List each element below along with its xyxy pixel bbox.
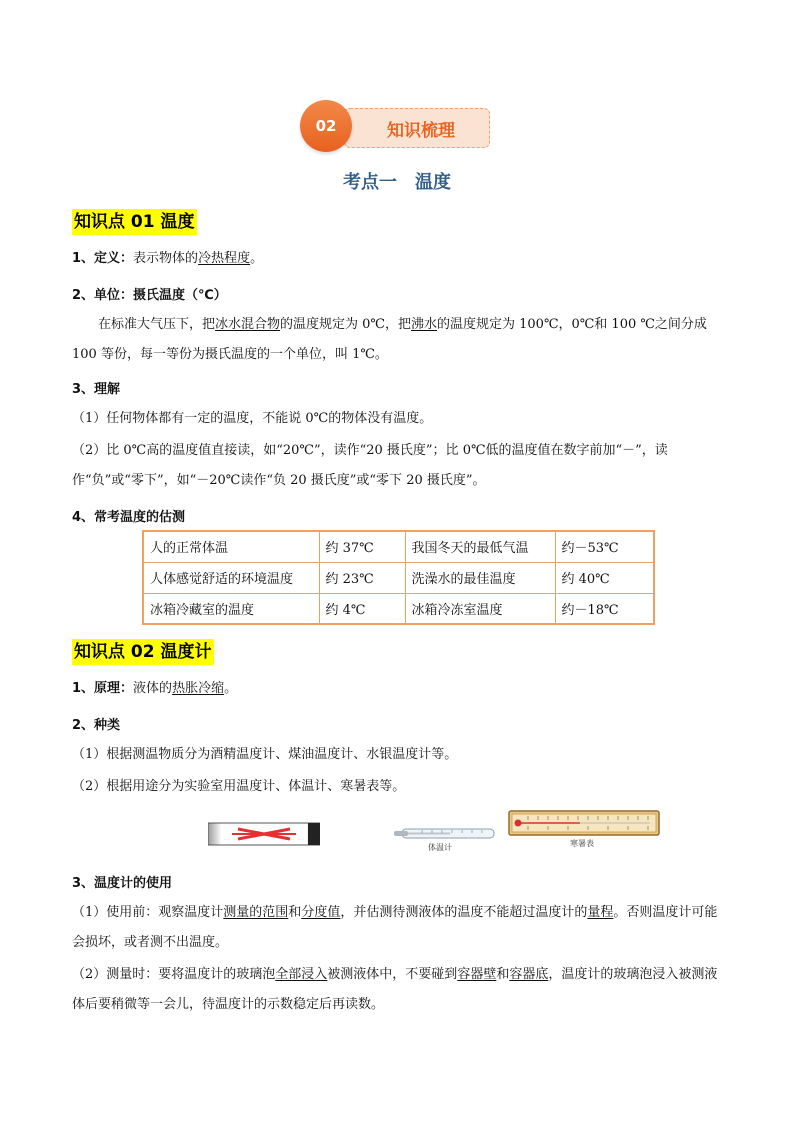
- section-number: 02: [300, 100, 352, 152]
- principle-text: 液体的: [133, 681, 173, 696]
- definition-text: 表示物体的: [133, 251, 199, 266]
- use-during-paragraph: [72, 960, 722, 1020]
- section-banner: [300, 100, 492, 154]
- unit-text-1: 在标准大气压下，把: [98, 317, 216, 332]
- unit-underlined-1: 冰水混合物: [215, 317, 281, 332]
- understand-heading: 3、理解: [72, 382, 121, 397]
- clinical-thermometer-label: 体温计: [428, 843, 452, 852]
- kp2-title: 知识点 02 温度计: [72, 639, 214, 665]
- understand-item-2: （2）比 0℃高的温度值直接读，如“20℃”，读作“20 摄氏度”；比 0℃低的温度值在数字前加“－”，读作“负”或“零下”，如“－20℃读作“负 20 摄氏度”或“零下 20 摄氏度”。: [72, 443, 668, 488]
- use2-text-b: 被测液体中，不要碰到: [327, 967, 458, 982]
- table-row: [143, 593, 654, 624]
- use1-text-b: 和: [288, 905, 302, 920]
- kinds-item-1: （1）根据测温物质分为酒精温度计、煤油温度计、水银温度计等。: [72, 747, 458, 762]
- definition-end: 。: [250, 251, 264, 266]
- wall-thermometer-image: [508, 810, 660, 836]
- kinds-item-2: （2）根据用途分为实验室用温度计、体温计、寒暑表等。: [72, 779, 406, 794]
- use2-text-a: （2）测量时：要将温度计的玻璃泡: [72, 967, 276, 982]
- wall-thermometer-label: 寒暑表: [570, 839, 594, 848]
- wall-thermometer: [508, 810, 660, 856]
- unit-text-3: 的温度规定为 100℃，0℃和 100 ℃之间分成 100 等份，每一等份为摄氏温度的一个单位，叫 1℃。: [72, 317, 707, 362]
- table-cell: 约－18℃: [555, 593, 654, 624]
- section-title: 知识梳理: [344, 108, 490, 148]
- use-before-paragraph: [72, 898, 722, 958]
- definition-underlined: 冷热程度: [198, 251, 251, 266]
- table-cell: 约 23℃: [319, 562, 405, 593]
- kp1-title: 知识点 01 温度: [72, 209, 197, 235]
- unit-underlined-2: 沸水: [410, 317, 437, 332]
- use1-underlined-2: 分度值: [301, 905, 341, 920]
- table-cell: 洗澡水的最佳温度: [405, 562, 555, 593]
- estimate-heading: 4、常考温度的估测: [72, 510, 186, 525]
- topic-title: 考点一 温度: [343, 172, 451, 193]
- kinds-heading: 2、种类: [72, 718, 121, 733]
- use1-underlined-3: 量程: [587, 905, 614, 920]
- table-cell: 约－53℃: [555, 531, 654, 562]
- principle-end: 。: [224, 681, 238, 696]
- lab-thermometer-image: [208, 822, 320, 846]
- use-heading: 3、温度计的使用: [72, 876, 173, 891]
- definition-label: 1、定义：: [72, 251, 134, 266]
- understand-item-1: （1）任何物体都有一定的温度，不能说 0℃的物体没有温度。: [72, 411, 433, 426]
- use2-text-d: ，温度计的玻璃泡浸入被测液体后要稍微等一会儿，待温度计的示数稳定后再读数。: [72, 967, 718, 1012]
- unit-text-2: 的温度规定为 0℃，把: [280, 317, 411, 332]
- unit-paragraph: [72, 310, 722, 370]
- use1-text-c: ，并估测待测液体的温度不能超过温度计的: [340, 905, 588, 920]
- table-row: [143, 562, 654, 593]
- use2-underlined-3: 容器底: [509, 967, 549, 982]
- use2-text-c: 和: [496, 967, 510, 982]
- principle-label: 1、原理：: [72, 681, 134, 696]
- table-cell: 冰箱冷冻室温度: [405, 593, 555, 624]
- table-cell: 约 40℃: [555, 562, 654, 593]
- use2-underlined-2: 容器壁: [457, 967, 497, 982]
- principle-line: [72, 674, 722, 704]
- table-cell: 人的正常体温: [143, 531, 319, 562]
- table-cell: 约 4℃: [319, 593, 405, 624]
- clinical-thermometer: [392, 824, 496, 858]
- use1-text-a: （1）使用前：观察温度计: [72, 905, 224, 920]
- table-cell: 约 37℃: [319, 531, 405, 562]
- use1-underlined-1: 测量的范围: [223, 905, 289, 920]
- table-row: [143, 531, 654, 562]
- temperature-table: [142, 530, 655, 625]
- table-cell: 冰箱冷藏室的温度: [143, 593, 319, 624]
- unit-heading: 2、单位：摄氏温度（℃）: [72, 288, 227, 303]
- clinical-thermometer-image: [392, 824, 496, 842]
- table-cell: 我国冬天的最低气温: [405, 531, 555, 562]
- principle-underlined: 热胀冷缩: [172, 681, 225, 696]
- definition-line: [72, 244, 722, 274]
- table-cell: 人体感觉舒适的环境温度: [143, 562, 319, 593]
- use1-text-d: 。否则温度计可能会损坏，或者测不出温度。: [72, 905, 718, 950]
- use2-underlined-1: 全部浸入: [275, 967, 328, 982]
